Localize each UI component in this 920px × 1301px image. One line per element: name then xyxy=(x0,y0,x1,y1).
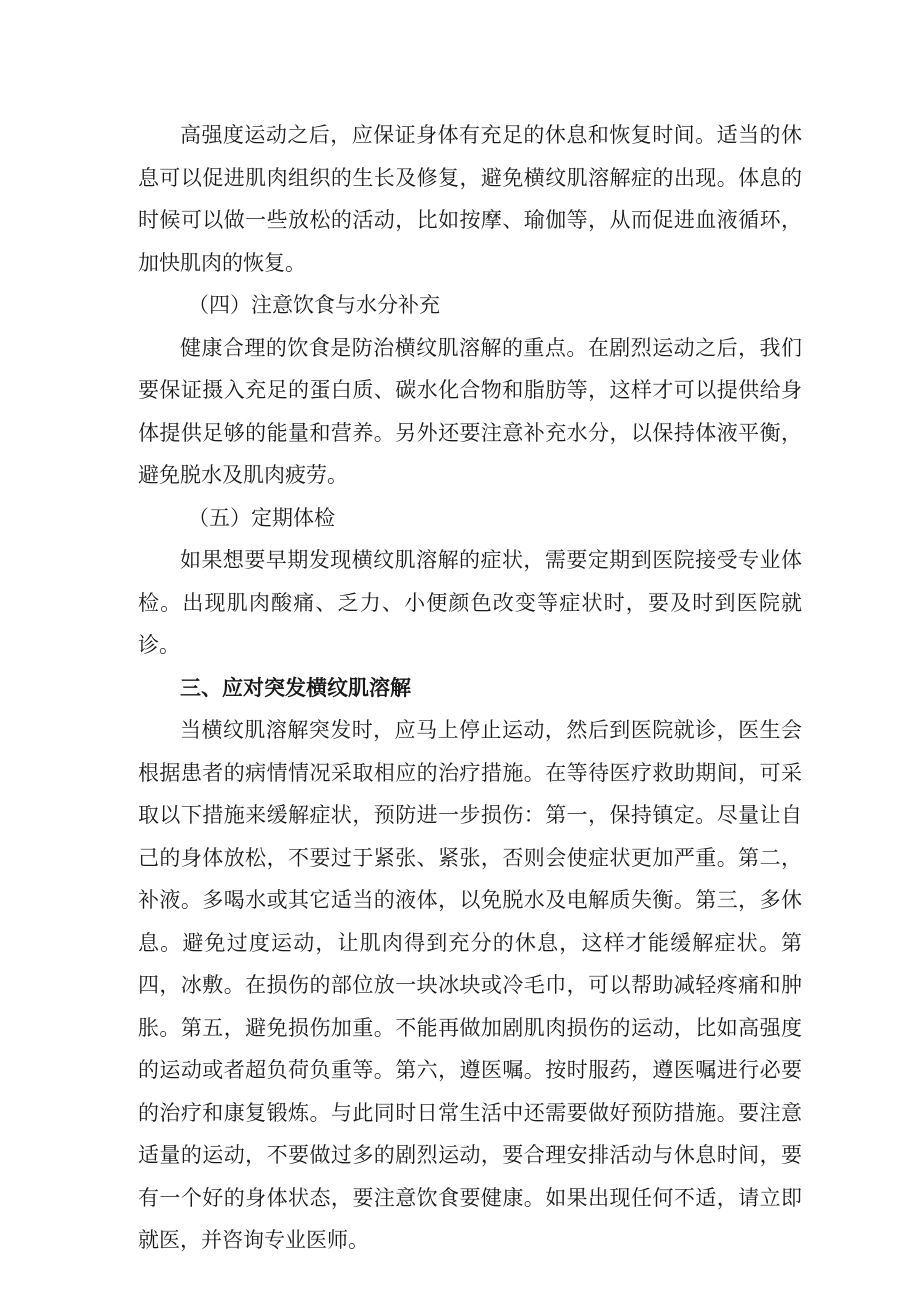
subheading-diet: （四）注意饮食与水分补充 xyxy=(188,293,440,317)
document-body xyxy=(138,114,802,1262)
paragraph-checkup: 如果想要早期发现横纹肌溶解的症状，需要定期到医院接受专业体检。出现肌肉酸痛、乏力、小便颜色改变等症状时，要及时到医院就诊。 xyxy=(138,548,802,657)
subheading-checkup: （五）定期体检 xyxy=(188,505,335,530)
section-heading-emergency: 三、应对突发横纹肌溶解 xyxy=(180,675,411,700)
paragraph-rest: 高强度运动之后，应保证身体有充足的休息和恢复时间。适当的休息可以促进肌肉组织的生长及修复，避免横纹肌溶解症的出现。体息的时候可以做一些放松的活动，比如按摩、瑜伽等，从而促进血液循环，加快肌肉的恢复。 xyxy=(138,123,802,275)
paragraph-emergency: 当横纹肌溶解突发时，应马上停止运动，然后到医院就诊，医生会根据患者的病情情况采取相应的治疗措施。在等待医疗救助期间，可采取以下措施来缓解症状，预防进一步损伤：第一，保持镇定。尽量让自己的身体放松，不要过于紧张、紧张，否则会使症状更加严重。第二，补液。多喝水或其它适当的液体，以免脱水及电解质失衡。第三，多休息。避免过度运动，让肌肉得到充分的休息，这样才能缓解症状。第四，冰敷。在损伤的部位放一块冰块或冷毛巾，可以帮助减轻疼痛和肿胀。第五，避免损伤加重。不能再做加剧肌肉损伤的运动，比如高强度的运动或者超负荷负重等。第六，遵医嘱。按时服药，遵医嘱进行必要的治疗和康复锻炼。与此同时日常生活中还需要做好预防措施。要注意适量的运动，不要做过多的剧烈运动，要合理安排活动与休息时间，要有一个好的身体状态，要注意饮食要健康。如果出现任何不适，请立即就医，并咨询专业医师。 xyxy=(138,718,802,1252)
paragraph-diet: 健康合理的饮食是防治横纹肌溶解的重点。在剧烈运动之后，我们要保证摄入充足的蛋白质、碳水化合物和脂肪等，这样才可以提供给身体提供足够的能量和营养。另外还要注意补充水分，以保持体液平衡，避免脱水及肌肉疲劳。 xyxy=(138,335,802,487)
